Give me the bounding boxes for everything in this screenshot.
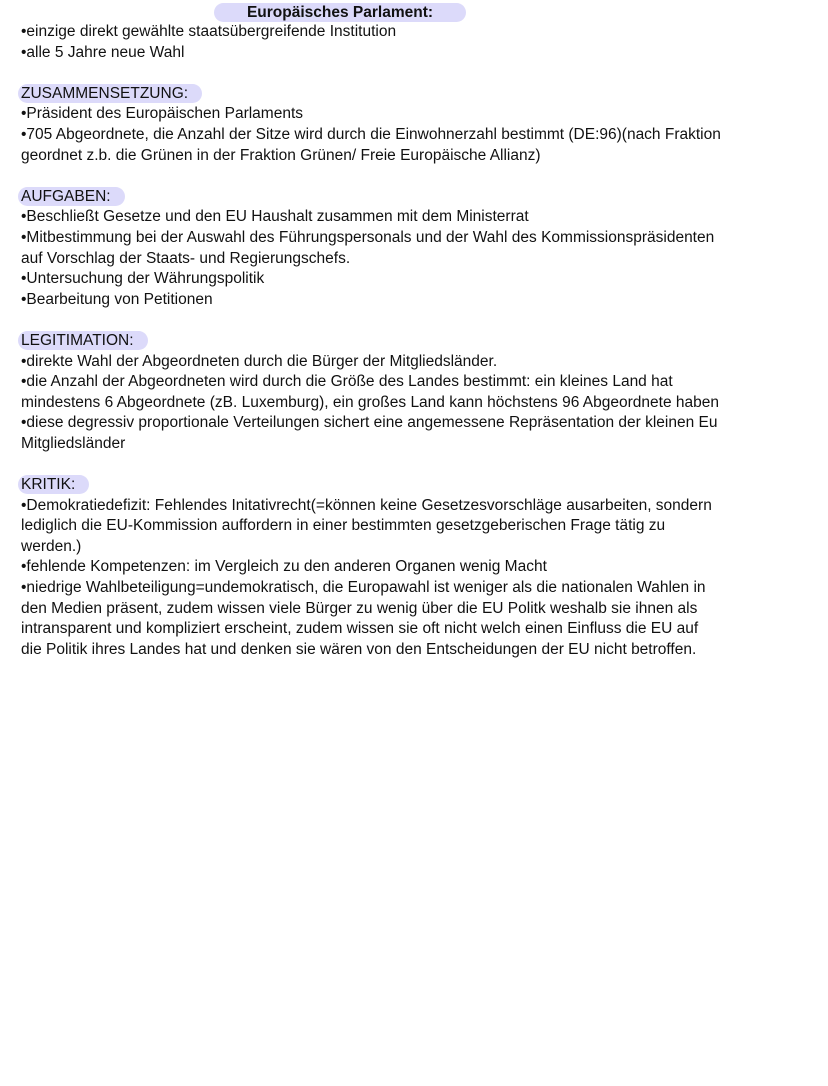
section-line: •niedrige Wahlbeteiligung=undemokratisch, die Europawahl ist weniger als die nationalen Wahlen in <box>21 579 706 597</box>
intro-line: •einzige direkt gewählte staatsübergreifende Institution <box>21 23 397 40</box>
section-line: •Demokratiedefizit: Fehlendes Initativrecht(=können keine Gesetzesvorschläge ausarbeiten, sondern <box>21 496 712 514</box>
section-aufgaben <box>21 187 816 311</box>
section-line: lediglich die EU-Kommission auffordern in einer bestimmten gesetzgeberischen Frage tätig zu <box>21 517 666 535</box>
section-kritik <box>21 475 816 660</box>
section-legitimation <box>21 331 816 455</box>
page-title: Europäisches Parlament: <box>214 3 466 22</box>
section-line: •Untersuchung der Währungspolitik <box>21 270 265 288</box>
section-line: •Bearbeitung von Petitionen <box>21 290 213 308</box>
section-line: •705 Abgeordnete, die Anzahl der Sitze wird durch die Einwohnerzahl bestimmt (DE:96)(nach Fraktion <box>21 125 721 143</box>
section-line: •diese degressiv proportionale Verteilungen sichert eine angemessene Repräsentation der kleinen Eu <box>21 414 718 432</box>
section-heading: LEGITIMATION: <box>18 331 148 350</box>
section-line: •Mitbestimmung bei der Auswahl des Führungspersonals und der Wahl des Kommissionspräsidenten <box>21 228 715 246</box>
section-line: die Politik ihres Landes hat und denken sie wären von den Entscheidungen der EU nicht betroffen. <box>21 640 697 658</box>
section-line: •Beschließt Gesetze und den EU Haushalt zusammen mit dem Ministerrat <box>21 208 529 226</box>
section-line: •fehlende Kompetenzen: im Vergleich zu den anderen Organen wenig Macht <box>21 558 547 576</box>
section-line: den Medien präsent, zudem wissen viele Bürger zu wenig über die EU Politk weshalb sie ihnen als <box>21 599 698 617</box>
section-line: •die Anzahl der Abgeordneten wird durch die Größe des Landes bestimmt: ein kleines Land hat <box>21 373 673 391</box>
section-heading: ZUSAMMENSETZUNG: <box>18 84 202 103</box>
section-line: •direkte Wahl der Abgeordneten durch die Bürger der Mitgliedsländer. <box>21 352 498 370</box>
section-heading: KRITIK: <box>18 475 89 494</box>
title-wrap <box>214 3 466 22</box>
section-zusammensetzung <box>21 84 816 166</box>
section-line: •Präsident des Europäischen Parlaments <box>21 105 303 123</box>
section-heading: AUFGABEN: <box>18 187 125 206</box>
section-line: auf Vorschlag der Staats- und Regierungschefs. <box>21 249 351 267</box>
section-line: werden.) <box>21 537 82 555</box>
section-line: Mitgliedsländer <box>21 434 126 452</box>
section-line: mindestens 6 Abgeordnete (zB. Luxemburg), ein großes Land kann höchstens 96 Abgeordnete haben <box>21 393 719 411</box>
section-line: geordnet z.b. die Grünen in der Fraktion Grünen/ Freie Europäische Allianz) <box>21 146 541 164</box>
intro-section <box>21 22 816 63</box>
intro-line: •alle 5 Jahre neue Wahl <box>21 43 185 61</box>
section-line: intransparent und kompliziert erscheint, zudem wissen sie oft nicht welch einen Einfluss die EU auf <box>21 620 699 638</box>
document-body <box>21 22 816 660</box>
